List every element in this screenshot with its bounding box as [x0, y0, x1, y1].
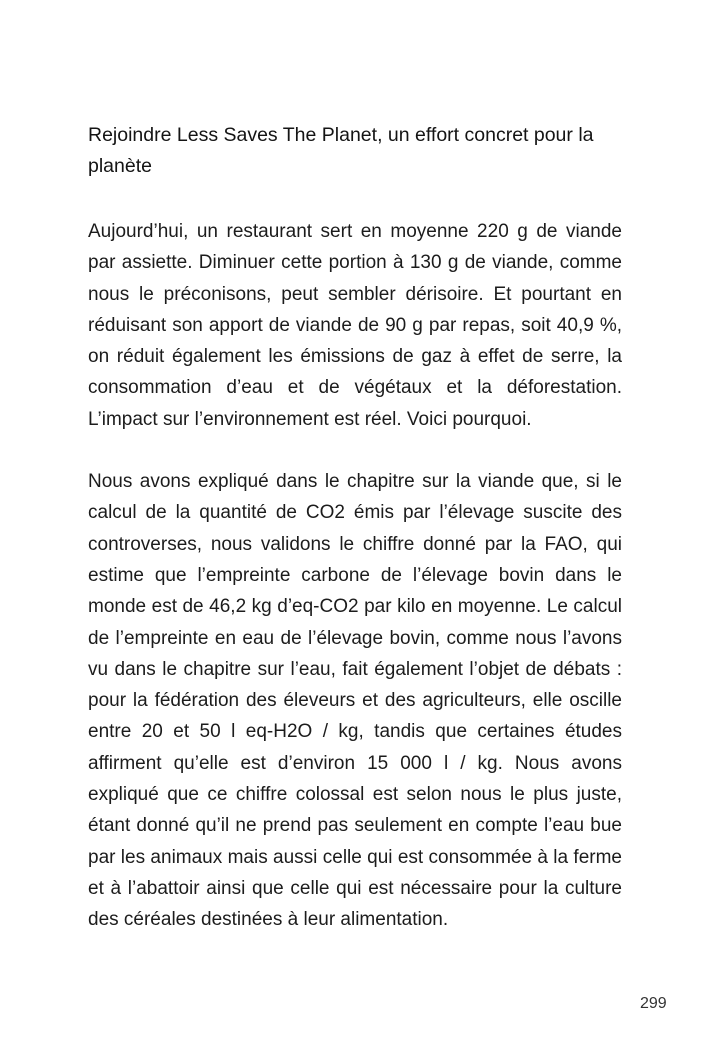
page-number: 299: [640, 995, 667, 1012]
page-content: [88, 120, 622, 967]
paragraph-intro: Aujourd’hui, un restaurant sert en moyenne 220 g de viande par assiette. Diminuer cette portion à 130 g de viande, comme nous le préconisons, peut sembler dérisoire. Et pourtant en réduisant son apport de viande de 90 g par repas, soit 40,9 %, on réduit également les émissions de gaz à effet de serre, la consommation d’eau et de végétaux et la déforestation. L’impact sur l’environnement est réel. Voici pourquoi.: [88, 221, 622, 430]
paragraph-footprint: Nous avons expliqué dans le chapitre sur la viande que, si le calcul de la quantité de CO2 émis par l’élevage suscite des controverses, nous validons le chiffre donné par la FAO, qui estime que l’empreinte carbone de l’élevage bovin dans le monde est de 46,2 kg d’eq-CO2 par kilo en moyenne. Le calcul de l’empreinte en eau de l’élevage bovin, comme nous l’avons vu dans le chapitre sur l’eau, fait également l’objet de débats : pour la fédération des éleveurs et des agriculteurs, elle oscille entre 20 et 50 l eq-H2O / kg, tandis que certaines études affirment qu’elle est d’environ 15 000 l / kg. Nous avons expliqué que ce chiffre colossal est selon nous le plus juste, étant donné qu’il ne prend pas seulement en compte l’eau bue par les animaux mais aussi celle qui est consommée à la ferme et à l’abattoir ainsi que celle qui est nécessaire pour la culture des céréales destinées à leur alimentation.: [88, 471, 622, 931]
section-heading: Rejoindre Less Saves The Planet, un effort concret pour la planète: [88, 124, 594, 177]
